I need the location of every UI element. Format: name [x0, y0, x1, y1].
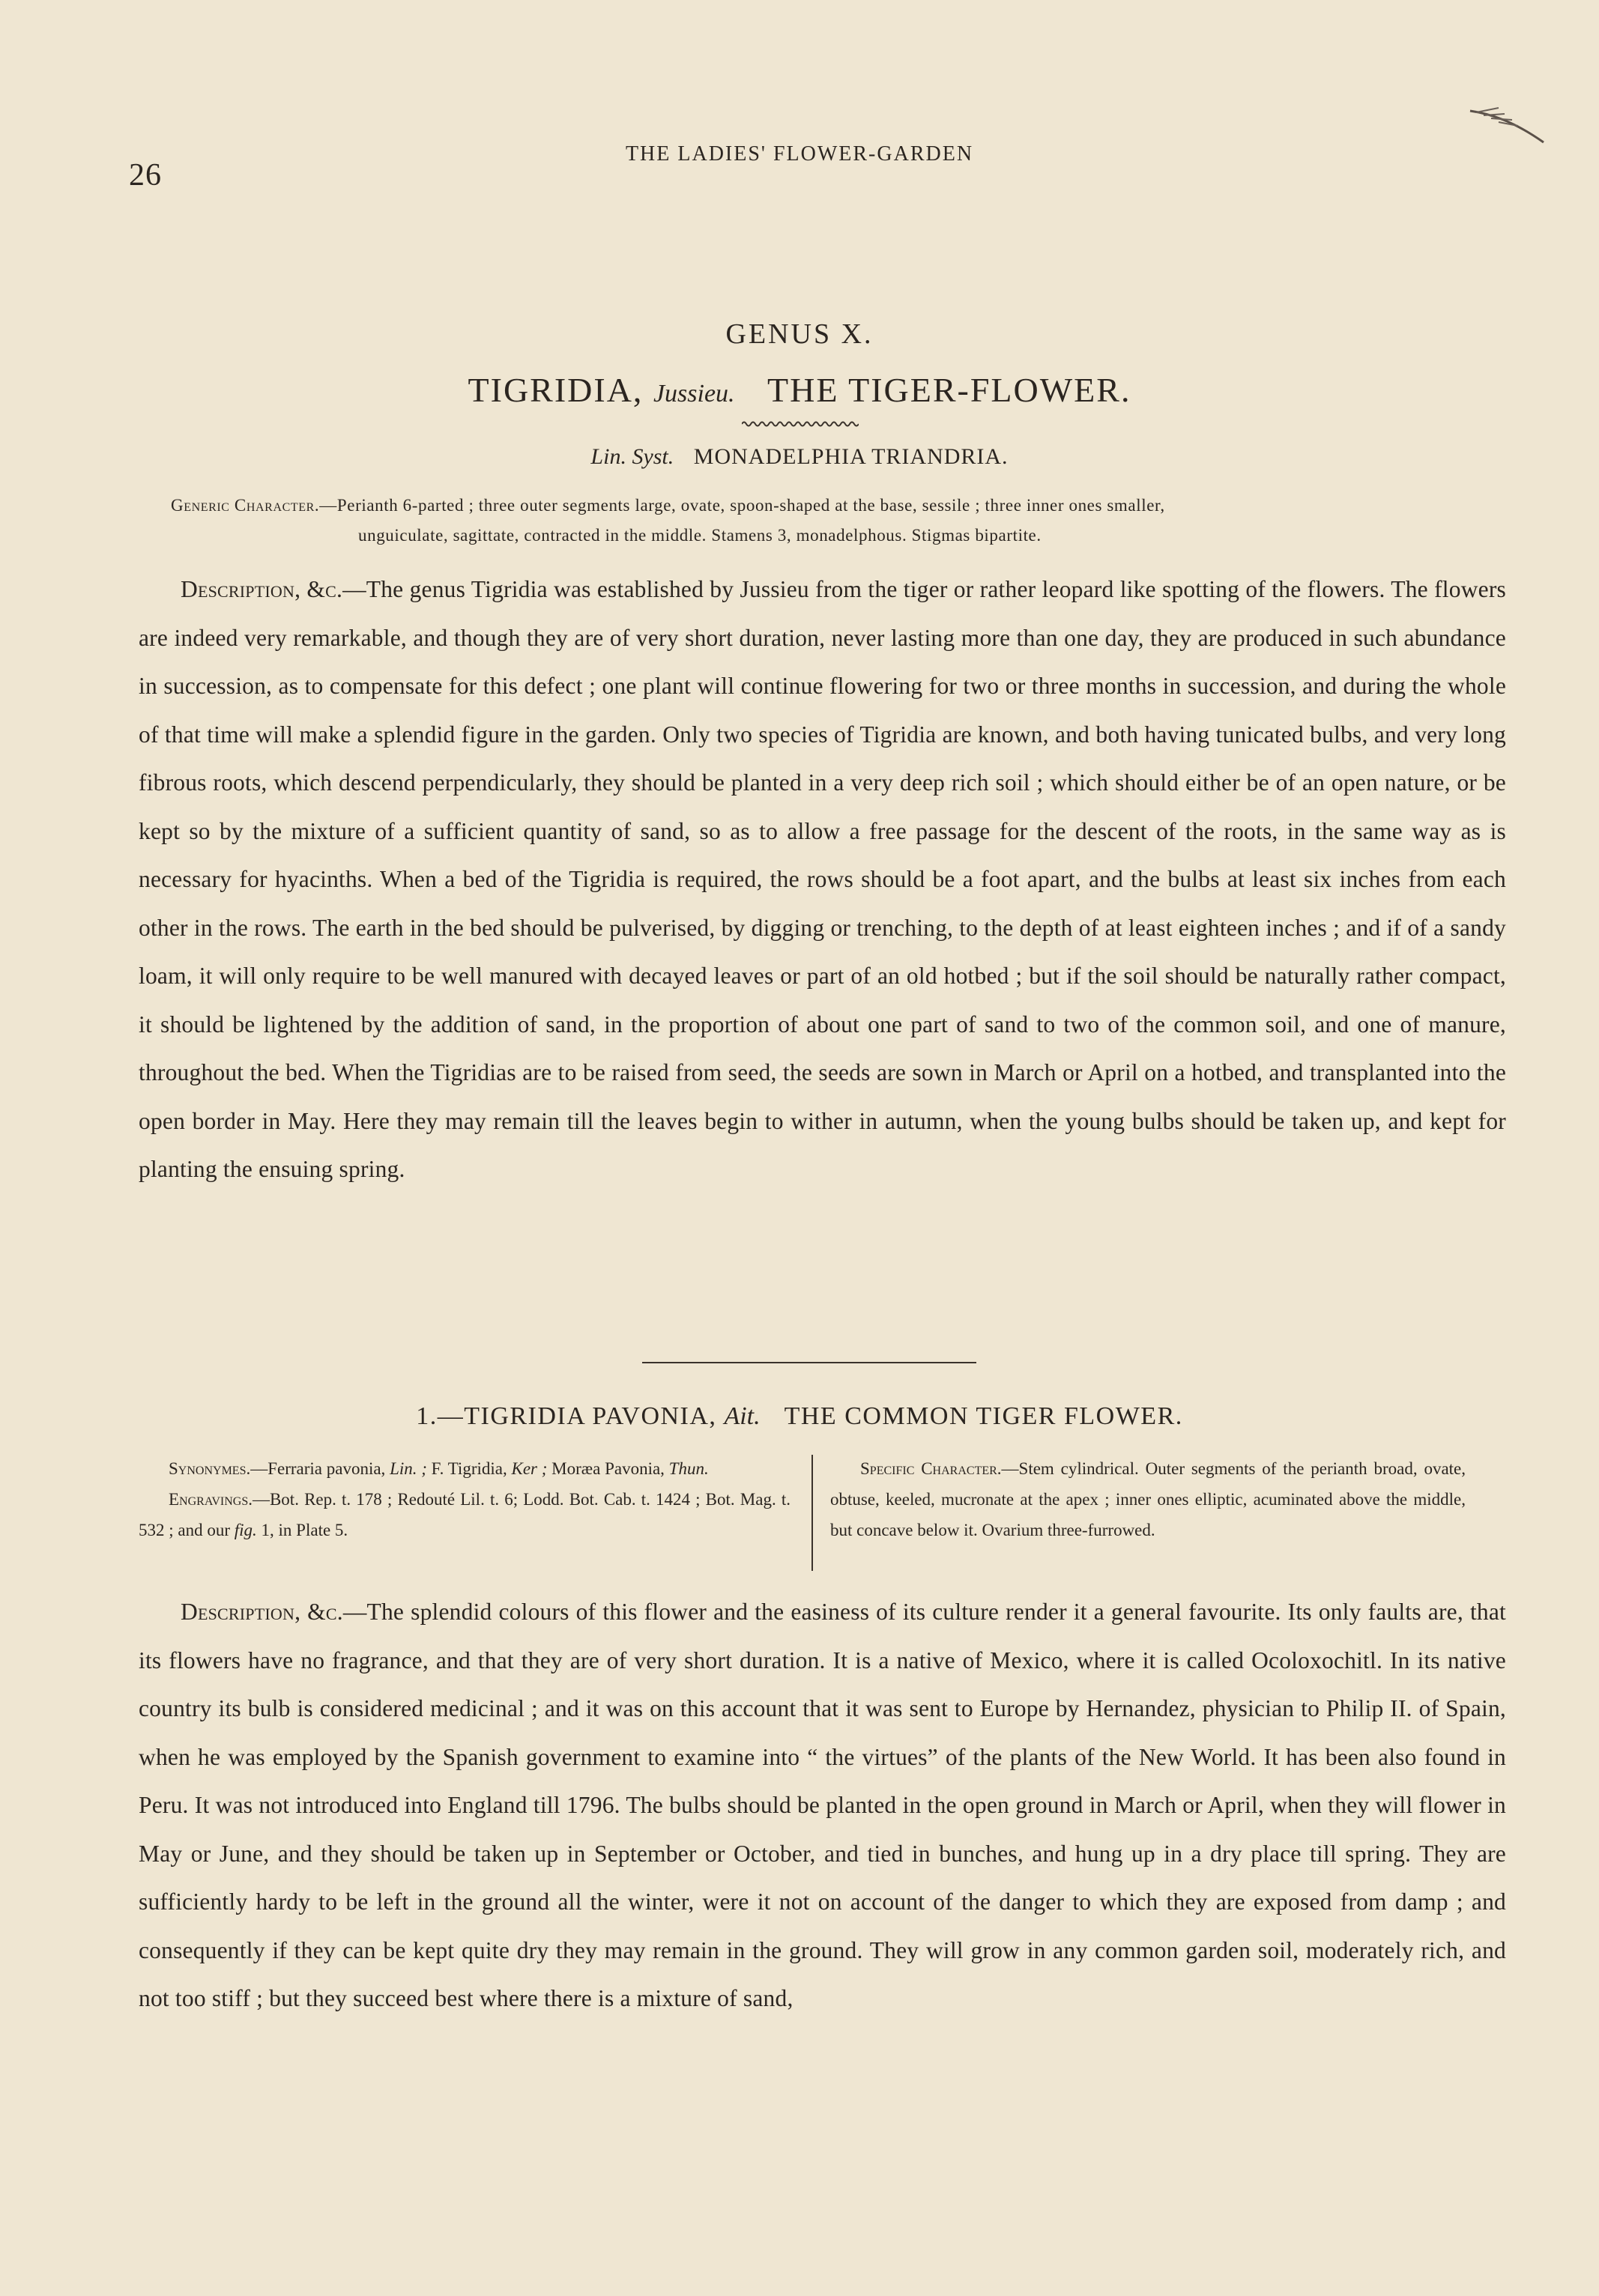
genus-title	[0, 370, 1599, 410]
column-divider	[811, 1455, 813, 1571]
synonyms-text: F. Tigridia,	[426, 1459, 512, 1478]
linnaean-system	[0, 444, 1599, 470]
genus-name: TIGRIDIA,	[468, 371, 644, 409]
synonym-authority: Thun.	[668, 1459, 709, 1478]
generic-character	[171, 491, 1482, 551]
synonyms-paragraph	[139, 1453, 791, 1484]
genus-common-name: THE TIGER-FLOWER.	[767, 371, 1131, 409]
synonym-authority: Ker ;	[511, 1459, 548, 1478]
synonyms-text: Moræa Pavonia,	[547, 1459, 669, 1478]
specific-character-column	[830, 1453, 1466, 1545]
genus-authority: Jussieu.	[653, 380, 735, 408]
engravings-label: Engravings.	[169, 1490, 253, 1509]
engravings-text: 1, in Plate 5.	[256, 1521, 348, 1539]
page-number: 26	[129, 158, 162, 193]
generic-character-label: Generic Character.	[171, 496, 320, 515]
lin-syst-label: Lin. Syst.	[590, 444, 674, 469]
description-text: —The genus Tigridia was established by Jussieu from the tiger or rather leopard like spotting of the flowers. The flowers are indeed very remarkable, and though they are of very short duration, never lasting more than one day, they are produced in such abundance in succession, as to compensate for this defect ; one plant will continue flowering for two or three months in succession, and during the whole of that time will make a splendid figure in the garden. Only two species of Tigridia are known, and both having tunicated bulbs, and very long fibrous roots, which descend perpendicularly, they should be planted in a very deep rich soil ; which should either be of an open nature, or be kept so by the mixture of a sufficient quantity of sand, so as to allow a free passage for the descent of the roots, in the same way as is necessary for hyacinths. When a bed of the Tigridia is required, the rows should be a foot apart, and the bulbs at least six inches from each other in the rows. The earth in the bed should be pulverised, by digging or trenching, to the depth of at least eighteen inches ; and if of a sandy loam, it will only require to be well manured with decayed leaves or part of an old hotbed ; but if the soil should be naturally rather compact, it should be lightened by the addition of sand, in the proportion of about one part of sand to two of the common soil, and one of manure, throughout the bed. When the Tigridias are to be raised from seed, the seeds are sown in March or April on a hotbed, and transplanted into the open border in May. Here they may remain till the leaves begin to wither in autumn, when the young bulbs should be taken up, and kept for planting the ensuing spring.	[139, 576, 1506, 1182]
synonyms-text: —Ferraria pavonia,	[250, 1459, 390, 1478]
quill-mark-icon	[1469, 103, 1551, 148]
species-heading	[0, 1402, 1599, 1431]
description-label: Description, &c.	[181, 576, 343, 602]
running-head: THE LADIES' FLOWER-GARDEN	[625, 142, 974, 166]
genus-heading: GENUS X.	[725, 318, 874, 350]
description-label: Description, &c.	[181, 1599, 343, 1625]
section-divider	[642, 1362, 976, 1363]
lin-syst-value: MONADELPHIA TRIANDRIA.	[693, 444, 1009, 469]
generic-character-line2: unguiculate, sagittate, contracted in the middle. Stamens 3, monadelphous. Stigmas bipartite.	[358, 526, 1042, 545]
specific-character-text: —Stem cylindrical. Outer segments of the perianth broad, ovate, obtuse, keeled, mucronate at the apex ; inner ones elliptic, acuminated above the middle, but concave below it. Ovarium three-furrowed.	[830, 1459, 1466, 1539]
species-common-name: THE COMMON TIGER FLOWER.	[784, 1402, 1183, 1430]
synonyms-label: Synonymes.	[169, 1459, 251, 1478]
specific-character-label: Specific Character.	[860, 1459, 1002, 1478]
engravings-paragraph	[139, 1484, 791, 1545]
species-authority: Ait.	[724, 1402, 761, 1430]
wavy-ornament	[742, 419, 859, 428]
engravings-text: —Bot. Rep. t. 178 ; Redouté Lil. t. 6; Lodd. Bot. Cab. t. 1424 ; Bot. Mag. t. 532 ; and our	[139, 1490, 791, 1539]
genus-description	[139, 566, 1506, 1194]
description-text: —The splendid colours of this flower and the easiness of its culture render it a general favourite. Its only faults are, that its flowers have no fragrance, and that they are of very short duration. It is a native of Mexico, where it is called Ocoloxochitl. In its native country its bulb is considered medicinal ; and it was on this account that it was sent to Europe by Hernandez, physician to Philip II. of Spain, when he was employed by the Spanish government to examine into “ the virtues” of the plants of the New World. It has been also found in Peru. It was not introduced into England till 1796. The bulbs should be planted in the open ground in March or April, when they will flower in May or June, and they should be taken up in September or October, and tied in bunches, and hung up in a dry place till spring. They are sufficiently hardy to be left in the ground all the winter, were it not on account of the danger to which they are exposed from damp ; and consequently if they can be kept quite dry they may remain in the ground. They will grow in any common garden soil, moderately rich, and not too stiff ; but they succeed best where there is a mixture of sand,	[139, 1599, 1506, 2011]
specific-character-paragraph	[830, 1453, 1466, 1545]
synonyms-engravings-column	[139, 1453, 791, 1545]
species-name: 1.—TIGRIDIA PAVONIA,	[416, 1402, 717, 1430]
generic-character-line1: —Perianth 6-parted ; three outer segments large, ovate, spoon-shaped at the base, sessile ; three inner ones smaller,	[319, 496, 1165, 515]
species-description	[139, 1588, 1506, 2023]
synonym-authority: Lin. ;	[390, 1459, 427, 1478]
engravings-fig: fig.	[234, 1521, 257, 1539]
